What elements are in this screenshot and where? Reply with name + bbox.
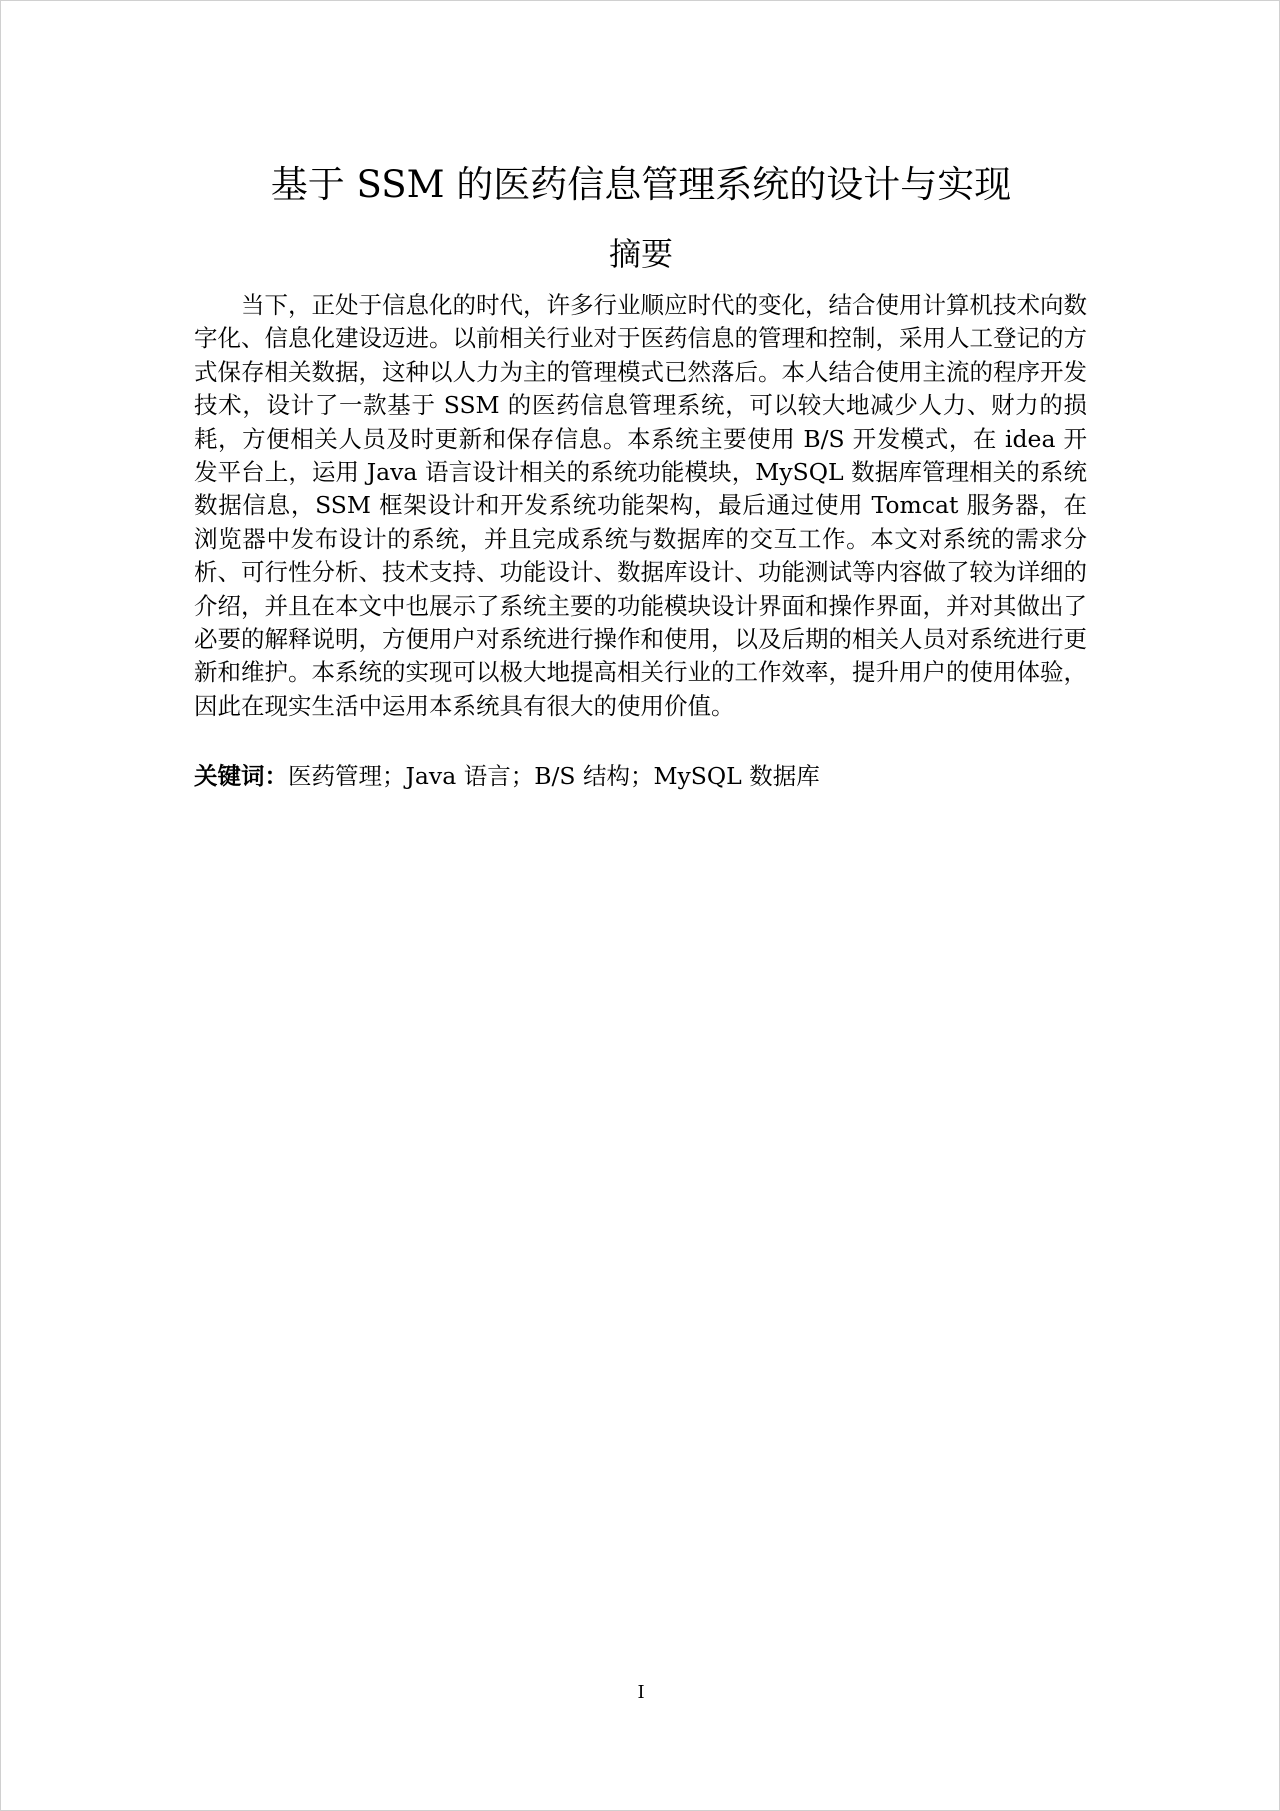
document-title: 基于 SSM 的医药信息管理系统的设计与实现 — [270, 163, 1012, 206]
abstract-heading: 摘要 — [608, 235, 673, 273]
page-number: I — [637, 1682, 645, 1703]
abstract-body: 当下，正处于信息化的时代，许多行业顺应时代的变化，结合使用计算机技术向数字化、信息化建设迈进。以前相关行业对于医药信息的管理和控制，采用人工登记的方式保存相关数据，这种以人力为主的管理模式已然落后。本人结合使用主流的程序开发技术，设计了一款基于 SSM 的医药信息管理系统，可以较大地减少人力、财力的损耗，方便相关人员及时更新和保存信息。本系统主要使用 B/S 开发模式，在 idea 开发平台上，运用 Java 语言设计相关的系统功能模块，MySQL 数据库管理相关的系统数据信息，SSM 框架设计和开发系统功能架构，最后通过使用 Tomcat 服务器，在浏览器中发布设计的系统，并且完成系统与数据库的交互工作。本文对系统的需求分析、可行性分析、技术支持、功能设计、数据库设计、功能测试等内容做了较为详细的介绍，并且在本文中也展示了系统主要的功能模块设计界面和操作界面，并对其做出了必要的解释说明，方便用户对系统进行操作和使用，以及后期的相关人员对系统进行更新和维护。本系统的实现可以极大地提高相关行业的工作效率，提升用户的使用体验，因此在现实生活中运用本系统具有很大的使用价值。 — [194, 291, 1087, 720]
keywords-label: 关键词： — [194, 762, 288, 790]
keywords-line — [194, 759, 1087, 793]
keywords-text: 医药管理；Java 语言；B/S 结构；MySQL 数据库 — [288, 762, 820, 790]
